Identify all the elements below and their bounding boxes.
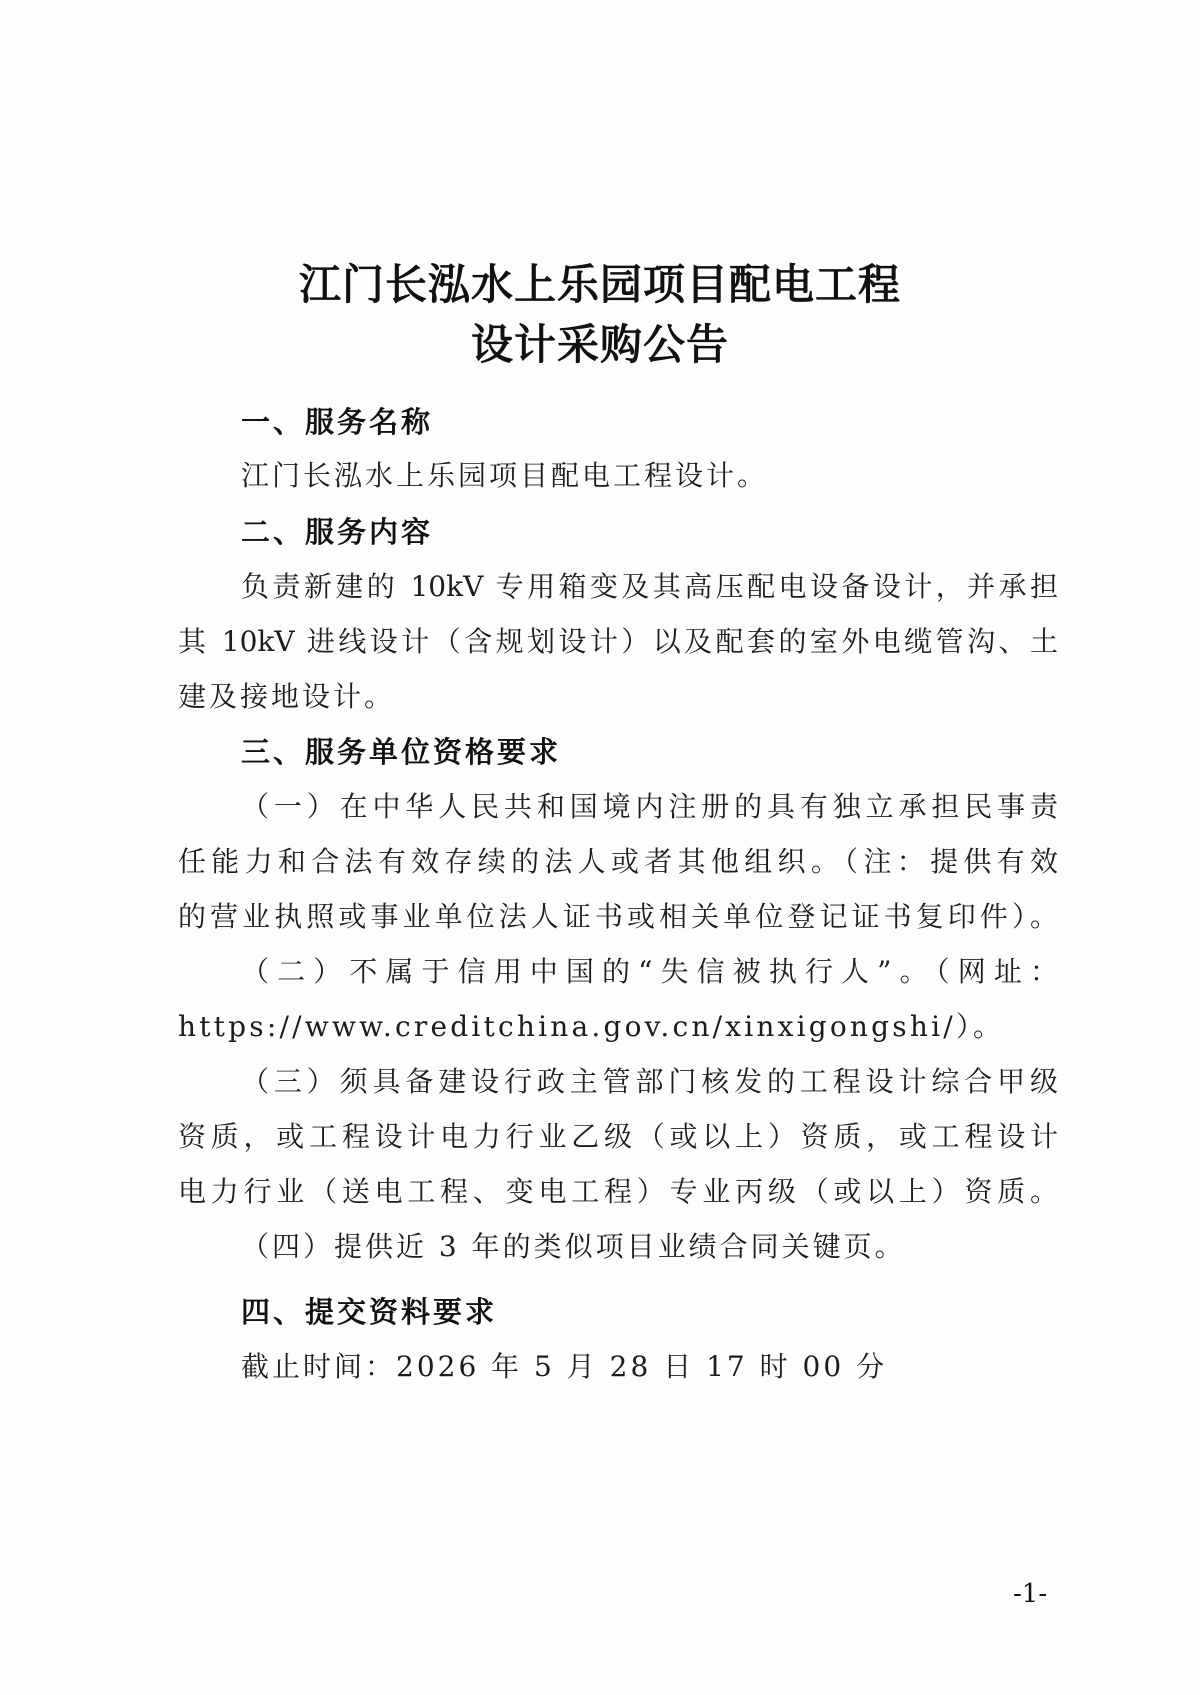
section-heading-submission: 四、提交资料要求 xyxy=(241,1295,498,1329)
service-name-text: 江门长泓水上乐园项目配电工程设计。 xyxy=(241,459,769,492)
section-heading-qualification: 三、服务单位资格要求 xyxy=(241,735,562,769)
qualification-item2-line1: （二）不属于信用中国的“失信被执行人”。（网址： xyxy=(241,955,1058,988)
section-heading-service-content: 二、服务内容 xyxy=(241,515,434,549)
qualification-item3-line1: （三）须具备建设行政主管部门核发的工程设计综合甲级 xyxy=(241,1065,1058,1098)
qualification-item1-line2: 任能力和合法有效存续的法人或者其他组织。（注：提供有效 xyxy=(178,845,1058,878)
section-heading-service-name: 一、服务名称 xyxy=(241,405,434,439)
document-title-line1: 江门长泓水上乐园项目配电工程 xyxy=(298,260,901,309)
qualification-item2-url: https://www.creditchina.gov.cn/xinxigongshi/）。 xyxy=(178,1010,1005,1043)
qualification-item1-line3: 的营业执照或事业单位法人证书或相关单位登记证书复印件）。 xyxy=(178,900,1058,933)
qualification-item3-line3: 电力行业（送电工程、变电工程）专业丙级（或以上）资质。 xyxy=(178,1175,1058,1208)
service-content-line2: 其 10kV 进线设计（含规划设计）以及配套的室外电缆管沟、土 xyxy=(178,625,1058,658)
service-content-line1: 负责新建的 10kV 专用箱变及其高压配电设备设计，并承担 xyxy=(241,570,1058,603)
document-title-line2: 设计采购公告 xyxy=(470,320,729,369)
qualification-item1-line1: （一）在中华人民共和国境内注册的具有独立承担民事责 xyxy=(241,790,1058,823)
page-number: -1- xyxy=(1013,1579,1048,1609)
service-content-line3: 建及接地设计。 xyxy=(178,680,396,713)
qualification-item3-line2: 资质，或工程设计电力行业乙级（或以上）资质，或工程设计 xyxy=(178,1120,1058,1153)
submission-deadline: 截止时间：2026 年 5 月 28 日 17 时 00 分 xyxy=(241,1350,888,1383)
qualification-item4: （四）提供近 3 年的类似项目业绩合同关键页。 xyxy=(241,1230,906,1263)
